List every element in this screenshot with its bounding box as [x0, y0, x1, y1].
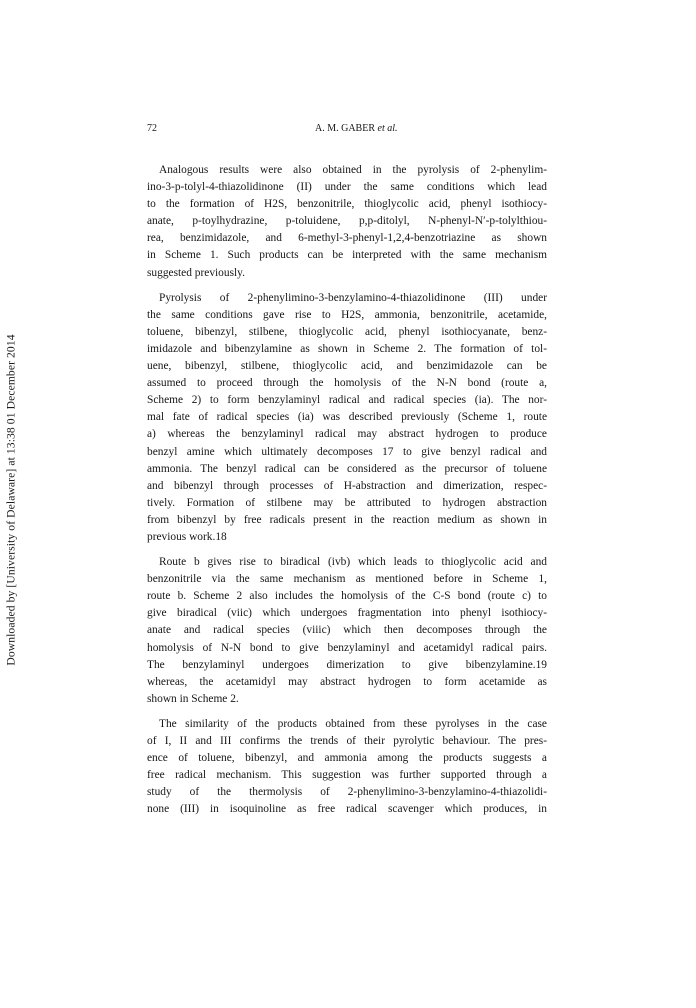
paragraph-2-line: a) whereas the benzylaminyl radical may abstract hydrogen to produce [147, 428, 547, 441]
page-number: 72 [147, 123, 157, 134]
paragraph-4-line: none (III) in isoquinoline as free radical scavenger which produces, in [147, 803, 547, 816]
paragraph-1-line: suggested previously. [147, 266, 245, 279]
paragraph-1-line: to the formation of H2S, benzonitrile, thioglycolic acid, phenyl isothiocy- [147, 198, 547, 211]
paragraph-3-line: whereas, the acetamidyl may abstract hydrogen to form acetamide as [147, 675, 547, 688]
body-text [147, 162, 547, 826]
paragraph-1-line: in Scheme 1. Such products can be interpreted with the same mechanism [147, 249, 547, 262]
paragraph-3 [147, 554, 547, 708]
paragraph-3-line: Route b gives rise to biradical (ivb) which leads to thioglycolic acid and [159, 556, 547, 569]
paragraph-3-line: homolysis of N-N bond to give benzylaminyl and acetamidyl radical pairs. [147, 641, 547, 654]
paragraph-1-line: Analogous results were also obtained in the pyrolysis of 2-phenylim- [159, 164, 547, 176]
paragraph-2-line: tively. Formation of stilbene may be attributed to hydrogen abstraction [147, 496, 547, 509]
paragraph-4-line: free radical mechanism. This suggestion was further supported through a [147, 769, 547, 782]
paragraph-2-line: mal fate of radical species (ia) was described previously (Scheme 1, route [147, 411, 547, 424]
paragraph-4-line: The similarity of the products obtained from these pyrolyses in the case [159, 717, 547, 730]
paragraph-2-line: benzyl amine which ultimately decomposes 17 to give benzyl radical and [147, 445, 547, 458]
paragraph-1-line: rea, benzimidazole, and 6-methyl-3-phenyl-1,2,4-benzotriazine as shown [147, 232, 547, 245]
running-header-authors [315, 123, 398, 134]
paragraph-4-line: study of the thermolysis of 2-phenylimino-3-benzylamino-4-thiazolidi- [147, 786, 547, 799]
paragraph-1-line: ino-3-p-tolyl-4-thiazolidinone (II) under the same conditions which lead [147, 181, 547, 194]
paragraph-3-line: give biradical (viic) which undergoes fragmentation into phenyl isothiocy- [147, 607, 547, 620]
paragraph-3-line: shown in Scheme 2. [147, 692, 239, 705]
paragraph-4-line: of I, II and III confirms the trends of their pyrolytic behaviour. The pres- [147, 735, 547, 747]
paragraph-4-line: ence of toluene, bibenzyl, and ammonia among the products suggests a [147, 752, 547, 765]
paragraph-3-line: anate and radical species (viiic) which then decomposes through the [147, 624, 547, 637]
running-header [147, 123, 547, 139]
paragraph-2-line: ammonia. The benzyl radical can be considered as the precursor of toluene [147, 462, 547, 475]
download-watermark [1, 220, 21, 780]
paragraph-2-line: and bibenzyl through processes of H-abstraction and dimerization, respec- [147, 479, 547, 492]
paragraph-2-line: toluene, bibenzyl, stilbene, thioglycolic acid, phenyl isothiocyanate, benz- [147, 325, 547, 338]
paragraph-1-line: anate, p-toylhydrazine, p-toluidene, p,p-ditolyl, N-phenyl-N′-p-tolylthiou- [147, 215, 547, 228]
paragraph-1 [147, 162, 547, 282]
et-al: et al. [377, 123, 398, 134]
paragraph-2-line: previous work.18 [147, 530, 227, 543]
paragraph-2 [147, 290, 547, 546]
paragraph-3-line: The benzylaminyl undergoes dimerization to give bibenzylamine.19 [147, 658, 547, 671]
paragraph-2-line: Scheme 2) to form benzylaminyl radical and radical species (ia). The nor- [147, 394, 547, 407]
paragraph-2-line: uene, bibenzyl, stilbene, thioglycolic acid, and benzimidazole can be [147, 360, 547, 373]
download-watermark-text: Downloaded by [University of Delaware] at 13:38 01 December 2014 [4, 334, 18, 666]
paragraph-2-line: Pyrolysis of 2-phenylimino-3-benzylamino-4-thiazolidinone (III) under [159, 291, 547, 304]
paragraph-2-line: the same conditions gave rise to H2S, ammonia, benzonitrile, acetamide, [147, 308, 547, 321]
paragraph-3-line: route b. Scheme 2 also includes the homolysis of the C-S bond (route c) to [147, 590, 547, 603]
paragraph-2-line: from bibenzyl by free radicals present in the reaction medium as shown in [147, 513, 547, 526]
paragraph-3-line: benzonitrile via the same mechanism as mentioned before in Scheme 1, [147, 573, 547, 586]
author-names: A. M. GABER [315, 123, 376, 134]
paragraph-2-line: imidazole and bibenzylamine as shown in Scheme 2. The formation of tol- [147, 342, 547, 355]
paragraph-4 [147, 716, 547, 819]
paragraph-2-line: assumed to proceed through the homolysis of the N-N bond (route a, [147, 377, 547, 390]
